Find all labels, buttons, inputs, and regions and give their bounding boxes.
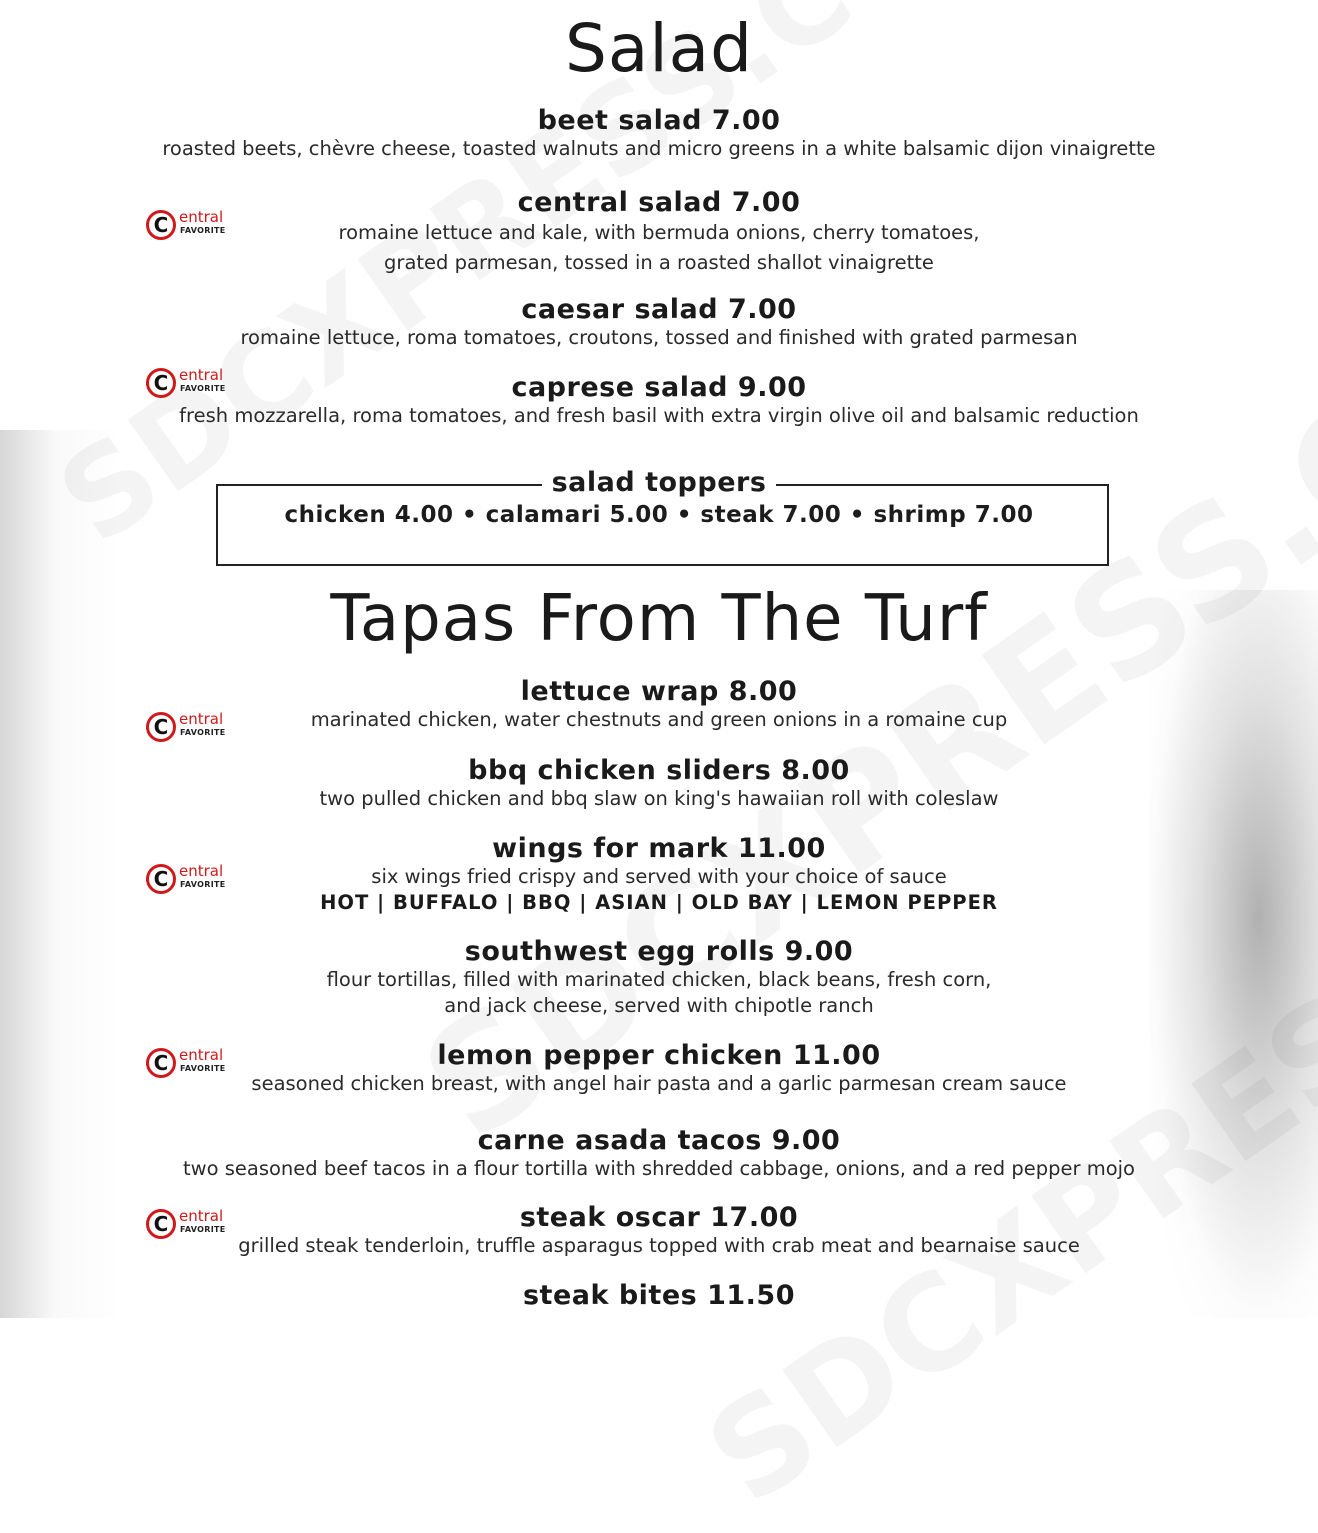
item-description: grilled steak tenderloin, truffle asparagus topped with crab meat and bearnaise sauce — [238, 1234, 1080, 1257]
badge-c-logo: C — [146, 1048, 176, 1078]
item-name: wings for mark 11.00 — [492, 833, 826, 864]
central-favorite-badge — [146, 1207, 238, 1249]
central-favorite-badge — [146, 366, 238, 408]
item-description: romaine lettuce, roma tomatoes, croutons, tossed and finished with grated parmesan — [240, 326, 1078, 349]
badge-text: entral — [179, 862, 224, 880]
item-description: flour tortillas, filled with marinated chicken, black beans, fresh corn, — [326, 968, 992, 991]
menu-item — [0, 937, 1318, 1019]
sauce-options: HOT | BUFFALO | BBQ | ASIAN | OLD BAY | LEMON PEPPER — [320, 891, 998, 914]
item-description: roasted beets, chèvre cheese, toasted walnuts and micro greens in a white balsamic dijon vinaigrette — [162, 137, 1156, 160]
salad-toppers-list: chicken 4.00 • calamari 5.00 • steak 7.00 • shrimp 7.00 — [284, 502, 1034, 528]
item-name: central salad 7.00 — [517, 187, 801, 218]
salad-toppers-heading: salad toppers — [542, 467, 777, 498]
badge-text: entral — [179, 710, 224, 728]
item-description: marinated chicken, water chestnuts and green onions in a romaine cup — [310, 708, 1008, 731]
salad-section-title: Salad — [564, 10, 753, 87]
badge-text: entral — [179, 208, 224, 226]
badge-subtext: FAVORITE — [180, 1225, 226, 1234]
item-name: southwest egg rolls 9.00 — [464, 936, 854, 967]
item-description: two pulled chicken and bbq slaw on king's hawaiian roll with coleslaw — [319, 787, 999, 810]
item-name: lettuce wrap 8.00 — [520, 676, 798, 707]
badge-c-logo: C — [146, 368, 176, 398]
central-favorite-badge — [146, 1046, 238, 1088]
item-name: beet salad 7.00 — [537, 105, 781, 136]
item-description: two seasoned beef tacos in a flour tortilla with shredded cabbage, onions, and a red pepper mojo — [183, 1157, 1135, 1180]
central-favorite-badge — [146, 862, 238, 904]
item-name: steak bites 11.50 — [522, 1280, 796, 1311]
badge-subtext: FAVORITE — [180, 226, 226, 235]
item-description: grated parmesan, tossed in a roasted shallot vinaigrette — [384, 251, 934, 274]
item-name: bbq chicken sliders 8.00 — [468, 755, 850, 786]
menu-item — [0, 106, 1318, 162]
badge-text: entral — [179, 1207, 224, 1225]
badge-subtext: FAVORITE — [180, 728, 226, 737]
item-description: and jack cheese, served with chipotle ranch — [444, 994, 874, 1017]
item-description: six wings fried crispy and served with your choice of sauce — [371, 865, 947, 888]
item-description: fresh mozzarella, roma tomatoes, and fresh basil with extra virgin olive oil and balsamic reduction — [179, 404, 1139, 427]
menu-item — [0, 295, 1318, 351]
salad-toppers-title — [0, 468, 1318, 498]
menu-item — [0, 756, 1318, 812]
menu-item — [0, 1126, 1318, 1182]
badge-text: entral — [179, 1046, 224, 1064]
item-name: caesar salad 7.00 — [521, 294, 797, 325]
item-name: caprese salad 9.00 — [511, 372, 807, 403]
item-name: lemon pepper chicken 11.00 — [437, 1040, 881, 1071]
item-description: romaine lettuce and kale, with bermuda onions, cherry tomatoes, — [338, 221, 980, 244]
badge-c-logo: C — [146, 210, 176, 240]
item-name: carne asada tacos 9.00 — [477, 1125, 841, 1156]
badge-c-logo: C — [146, 864, 176, 894]
badge-c-logo: C — [146, 712, 176, 742]
item-description: seasoned chicken breast, with angel hair pasta and a garlic parmesan cream sauce — [251, 1072, 1067, 1095]
badge-c-logo: C — [146, 1209, 176, 1239]
badge-text: entral — [179, 366, 224, 384]
central-favorite-badge — [146, 208, 238, 250]
badge-subtext: FAVORITE — [180, 384, 226, 393]
central-favorite-badge — [146, 710, 238, 752]
badge-subtext: FAVORITE — [180, 1064, 226, 1073]
badge-subtext: FAVORITE — [180, 880, 226, 889]
menu-item — [0, 1281, 1318, 1311]
item-name: steak oscar 17.00 — [519, 1202, 799, 1233]
tapas-section-title: Tapas From The Turf — [330, 582, 988, 656]
